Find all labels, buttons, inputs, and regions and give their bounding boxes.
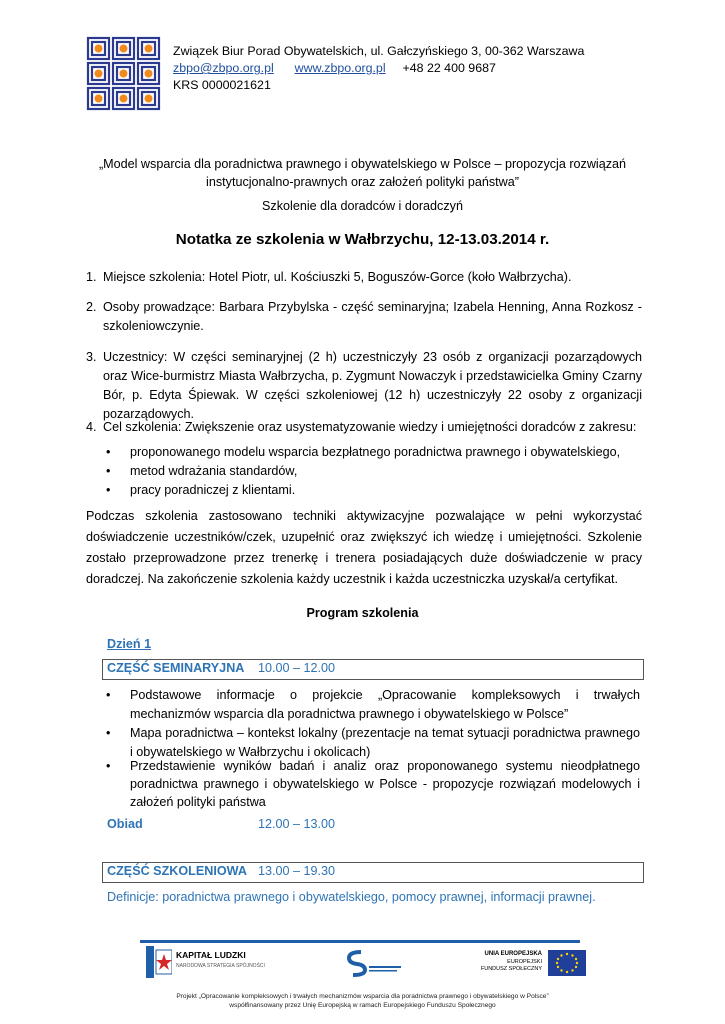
footer-divider	[140, 940, 580, 943]
list-item-number: 3.	[86, 350, 97, 364]
eu-logo	[478, 950, 588, 978]
list-item-text: Cel szkolenia: Zwiększenie oraz usystematyzowanie wiedzy i umiejętności doradców z zakresu:	[103, 420, 637, 434]
seminar-time: 10.00 – 12.00	[258, 661, 336, 675]
eu-flag-icon	[548, 950, 586, 976]
website-link[interactable]: www.zbpo.org.pl	[294, 61, 386, 75]
goal-bullet-1: • proponowanego modelu wsparcia bezpłatnego poradnictwa prawnego i obywatelskiego,	[106, 443, 626, 462]
contact-line	[173, 60, 496, 77]
kapital-ludzki-subtitle: NARODOWA STRATEGIA SPÓJNOŚCI	[176, 963, 265, 969]
seminar-bullet-2: • Mapa poradnictwa – kontekst lokalny (prezentacje na temat sytuacji poradnictwa prawnego i obywatelskiego w Wałbrzychu i okolicach)	[106, 726, 640, 759]
seminar-label: CZĘŚĆ SEMINARYJNA	[107, 661, 245, 675]
day-label: Dzień 1	[107, 637, 152, 651]
project-title	[0, 155, 725, 191]
training-row	[102, 862, 644, 883]
training-for: Szkolenie dla doradców i doradczyń	[262, 199, 463, 213]
star-flag-icon	[146, 946, 172, 978]
nss-emblem-icon	[343, 948, 403, 978]
seminar-bullet-3: • Przedstawienie wyników badań i analiz oraz proponowanego systemu nieodpłatnego poradnictwa prawnego i obywatelskiego w Polsce - propozycje rozwiązań modelowych i założeń polityki państwa	[106, 759, 640, 809]
kapital-ludzki-logo	[146, 945, 276, 979]
project-title-line2: instytucjonalno-prawnych oraz założeń polityki państwa”	[206, 175, 519, 189]
email-link[interactable]: zbpo@zbpo.org.pl	[173, 61, 274, 75]
training-time: 13.00 – 19.30	[258, 864, 336, 878]
goal-bullet-3: • pracy poradniczej z klientami.	[106, 481, 626, 500]
phone-number: +48 22 400 9687	[402, 61, 496, 75]
bullet-icon: •	[106, 688, 111, 702]
eu-line2: EUROPEJSKI	[507, 959, 542, 965]
list-item-text: Osoby prowadzące: Barbara Przybylska - część seminaryjna; Izabela Henning, Anna Rozkosz - szkoleniowczynie.	[103, 300, 642, 333]
seminar-bullet-1: • Podstawowe informacje o projekcie „Opracowanie kompleksowych i trwałych mechanizmów wsparcia dla poradnictwa prawnego i obywatelskiego w Polsce”	[106, 688, 640, 721]
org-address: Związek Biur Porad Obywatelskich, ul. Gałczyńskiego 3, 00-362 Warszawa	[173, 44, 585, 58]
footer-project-note	[0, 992, 725, 1010]
list-item-number: 1.	[86, 270, 97, 284]
lunch-label: Obiad	[107, 817, 143, 831]
lunch-time: 12.00 – 13.00	[258, 817, 336, 831]
project-title-line1: „Model wsparcia dla poradnictwa prawnego i obywatelskiego w Polsce – propozycja rozwiązań	[98, 157, 627, 171]
list-item-text: Miejsce szkolenia: Hotel Piotr, ul. Kościuszki 5, Boguszów-Gorce (koło Wałbrzycha).	[103, 270, 572, 284]
eu-line1: UNIA EUROPEJSKA	[484, 951, 542, 957]
bullet-icon: •	[106, 759, 111, 773]
footer-project-line2: współfinansowany przez Unię Europejską w ramach Europejskiego Funduszu Społecznego	[229, 1002, 496, 1009]
footer-project-line1: Projekt „Opracowanie kompleksowych i trwałych mechanizmów wsparcia dla poradnictwa prawnego i obywatelskiego w Polsce”	[176, 993, 549, 1000]
list-item-number: 4.	[86, 420, 97, 434]
list-item-4	[86, 418, 642, 437]
seminar-row	[102, 659, 644, 680]
bullet-icon: •	[106, 464, 111, 478]
list-item-2	[86, 298, 642, 336]
summary-paragraph: Podczas szkolenia zastosowano techniki aktywizacyjne pozwalające w pełni wykorzystać doświadczenie uczestników/czek, uzupełnić oraz zwiększyć ich wiedzę i umiejętności. Szkolenie zostało przeprowadzone przez trenerkę i trenera posiadających duże doświadczenie w pracy doradczej. Na zakończenie szkolenia każdy uczestnik i każda uczestniczka uzyskał/a certyfikat.	[86, 509, 642, 586]
eu-line3: FUNDUSZ SPOŁECZNY	[480, 966, 542, 972]
bullet-icon: •	[106, 483, 111, 497]
definitions-text: Definicje: poradnictwa prawnego i obywatelskiego, pomocy prawnej, informacji prawnej.	[107, 890, 596, 904]
list-item-3	[86, 348, 642, 424]
kapital-ludzki-title: KAPITAŁ LUDZKI	[176, 950, 246, 960]
goal-bullet-2: • metod wdrażania standardów,	[106, 462, 626, 481]
list-item-1	[86, 268, 642, 287]
nss-logo	[343, 948, 403, 978]
krs-number: KRS 0000021621	[173, 78, 271, 92]
bullet-icon: •	[106, 726, 111, 740]
list-item-text: Uczestnicy: W części seminaryjnej (2 h) uczestniczyły 23 osób z organizacji pozarządowych oraz Wice-burmistrz Miasta Wałbrzycha, p. Zygmunt Nowaczyk i przedstawicielka Gminy Czarny Bór, p. Edyta Śpiewak. W części szkoleniowej (12 h) uczestniczyły 22 osoby z organizacji pozarządowych.	[103, 350, 642, 421]
bullet-icon: •	[106, 445, 111, 459]
list-item-number: 2.	[86, 300, 97, 314]
training-label: CZĘŚĆ SZKOLENIOWA	[107, 864, 247, 878]
program-heading: Program szkolenia	[306, 606, 419, 620]
zbpo-logo	[86, 36, 162, 112]
main-title: Notatka ze szkolenia w Wałbrzychu, 12-13.03.2014 r.	[175, 231, 550, 248]
